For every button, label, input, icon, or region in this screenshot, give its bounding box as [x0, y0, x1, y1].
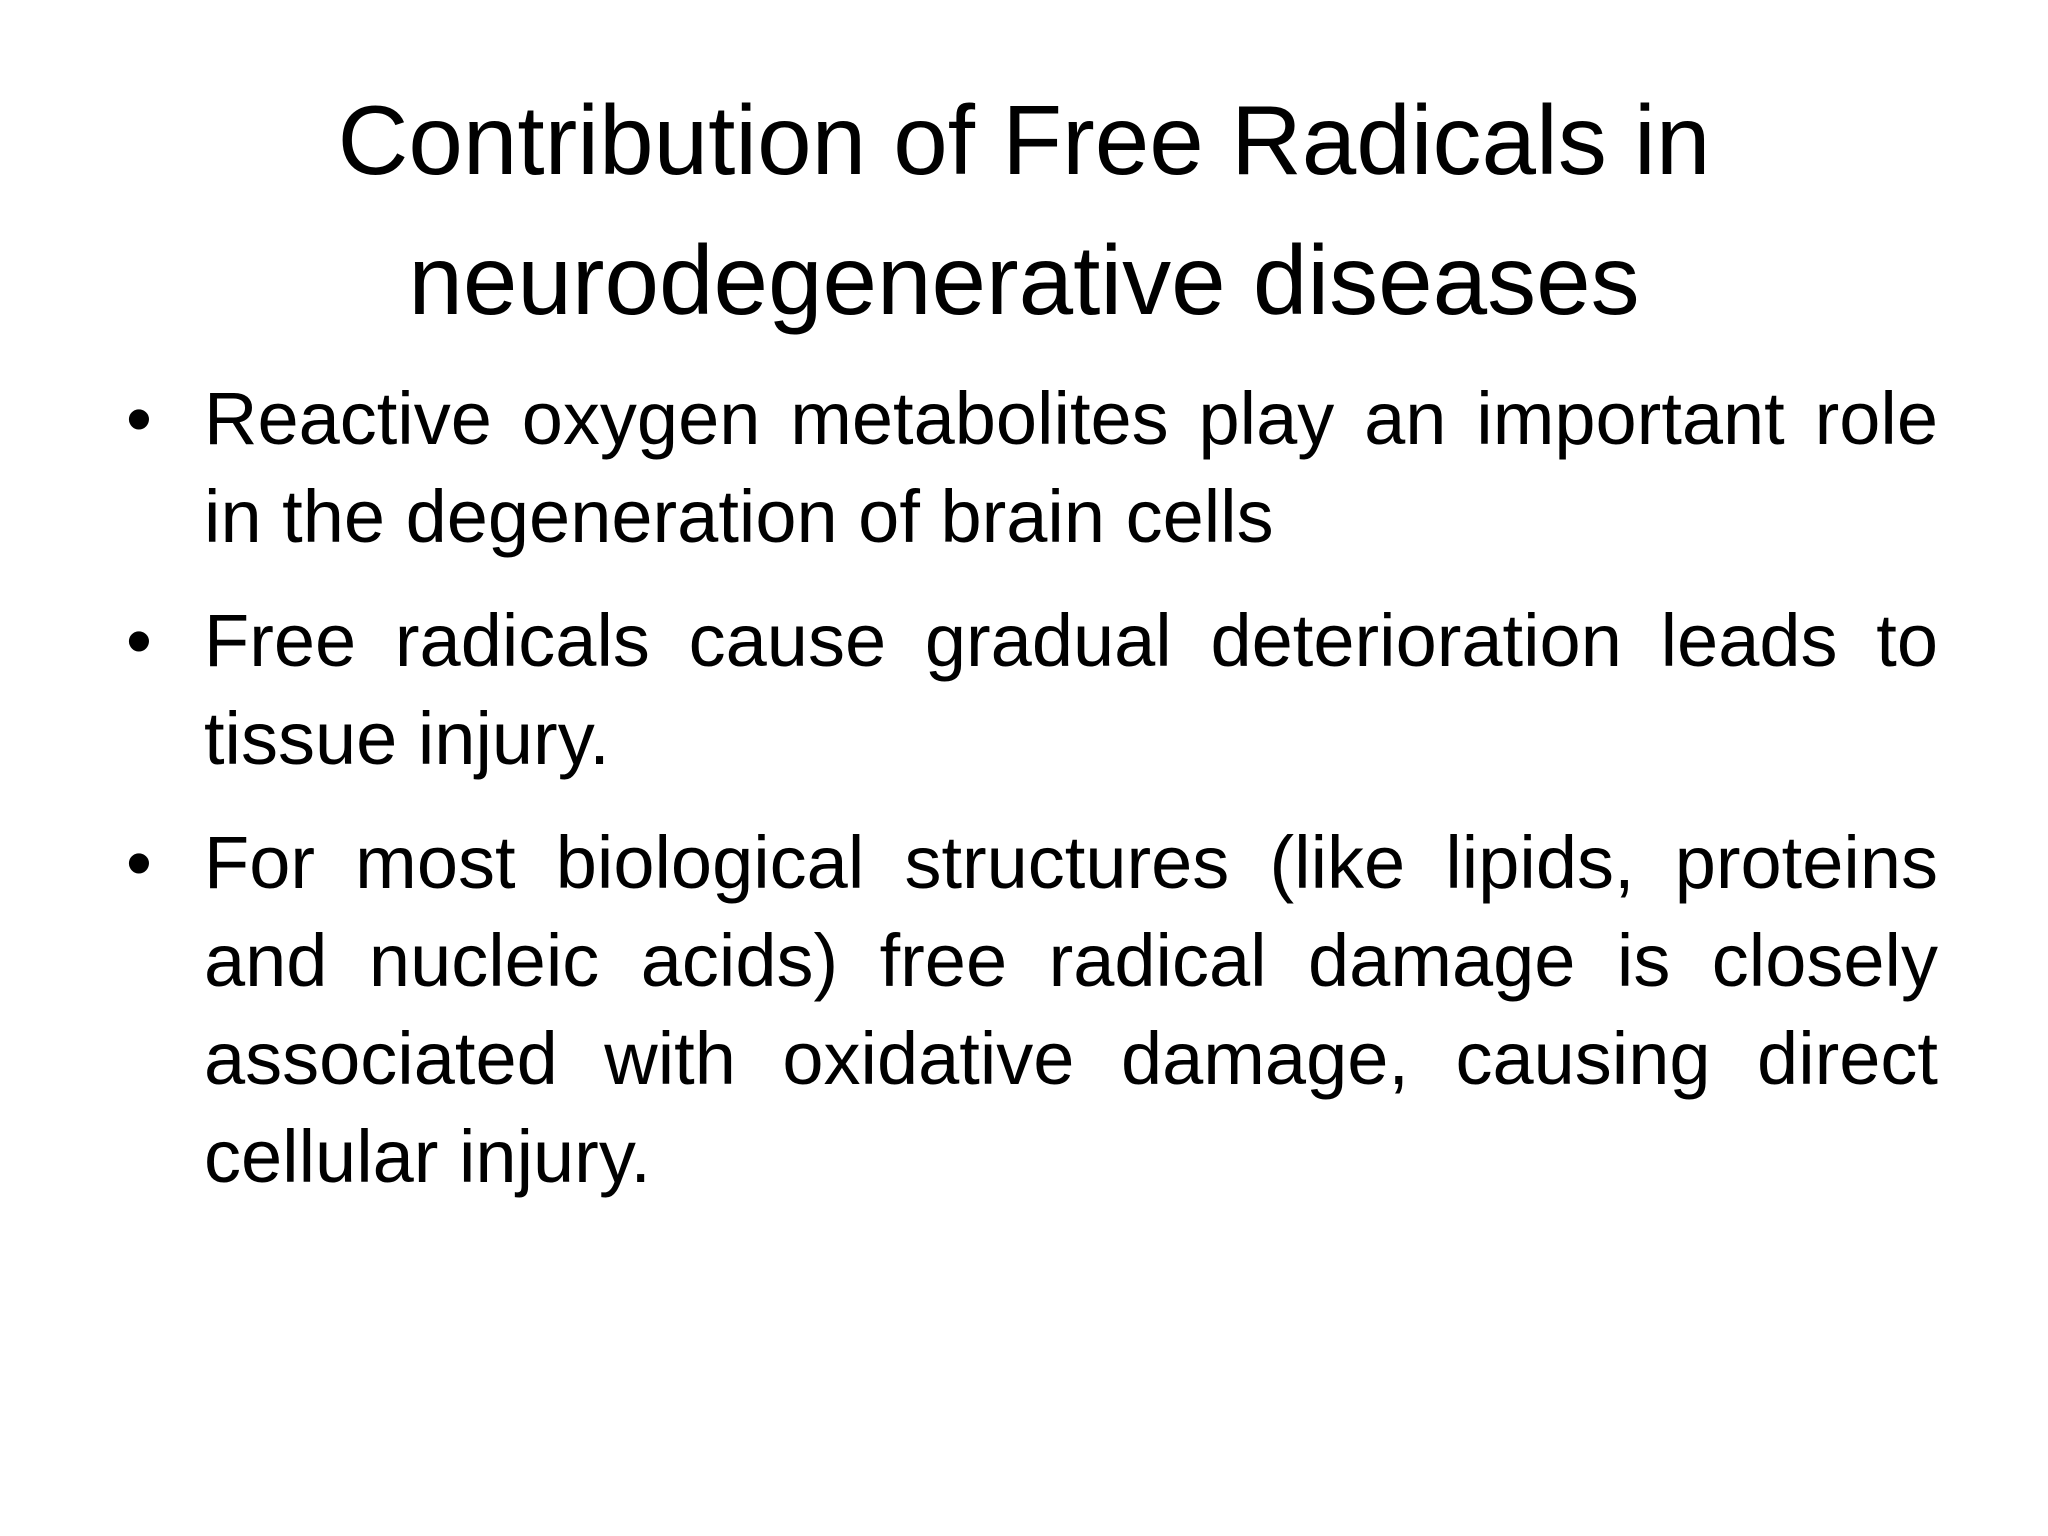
title-line-1: Contribution of Free Radicals in [337, 85, 1711, 195]
bullet-text: Free radicals cause gradual deterioration leads to tissue injury. [204, 599, 1938, 780]
bullet-item [118, 814, 1938, 1206]
title-line-2: neurodegenerative diseases [408, 225, 1640, 335]
slide-title [150, 70, 1898, 350]
bullet-text: For most biological structures (like lipids, proteins and nucleic acids) free radical damage is closely associated with oxidative damage, causing direct cellular injury. [204, 821, 1938, 1198]
bullet-item [118, 370, 1938, 566]
bullet-item [118, 592, 1938, 788]
bullet-icon: • [126, 821, 152, 904]
bullet-text: Reactive oxygen metabolites play an important role in the degeneration of brain cells [204, 377, 1938, 558]
bullet-icon: • [126, 599, 152, 682]
bullet-icon: • [126, 377, 152, 460]
bullet-list [118, 370, 1938, 1232]
